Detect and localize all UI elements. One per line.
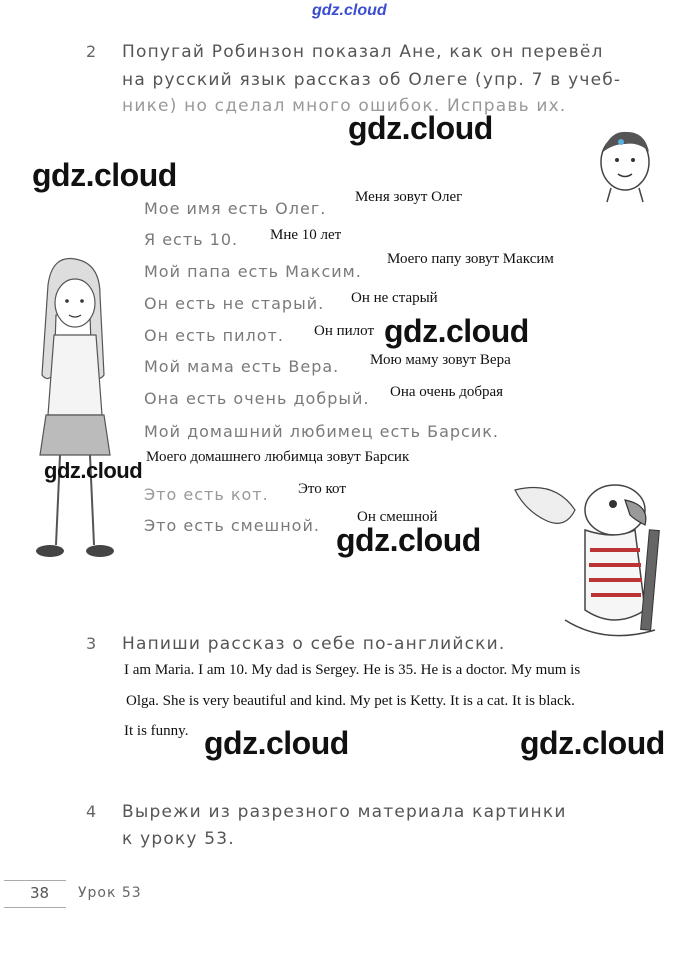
task-2-line-2: на русский язык рассказ об Олеге (упр. 7 в учеб- — [122, 70, 622, 90]
row-3-original: Мой папа есть Максим. — [144, 262, 362, 281]
boy-illustration — [585, 122, 665, 202]
row-4-correction: Он не старый — [351, 290, 438, 306]
task-2-line-3: нике) но сделал много ошибок. Исправь их. — [122, 96, 567, 116]
parrot-illustration — [505, 470, 685, 650]
row-3-correction: Моего папу зовут Максим — [387, 251, 554, 267]
row-9-original: Это есть кот. — [144, 485, 269, 504]
task-2-line-1: Попугай Робинзон показал Ане, как он перевёл — [122, 42, 604, 62]
row-7-original: Она есть очень добрый. — [144, 389, 370, 408]
row-2-original: Я есть 10. — [144, 230, 239, 249]
task-4-number: 4 — [86, 802, 97, 821]
task-3-title: Напиши рассказ о себе по-английски. — [122, 634, 506, 654]
row-4-original: Он есть не старый. — [144, 294, 325, 313]
row-6-original: Мой мама есть Вера. — [144, 357, 340, 376]
row-5-original: Он есть пилот. — [144, 326, 284, 345]
watermark-5: gdz.cloud — [336, 522, 481, 558]
task-2-number: 2 — [86, 42, 97, 61]
row-10-original: Это есть смешной. — [144, 516, 320, 535]
watermark-7: gdz.cloud — [520, 725, 665, 761]
row-10-correction: Он смешной — [357, 509, 438, 525]
watermark-2: gdz.cloud — [32, 157, 177, 193]
row-6-correction: Мою маму зовут Вера — [370, 352, 511, 368]
watermark-4: gdz.cloud — [44, 458, 143, 483]
top-watermark: gdz.cloud — [312, 2, 387, 19]
page-number: 38 — [30, 884, 50, 902]
task-3-answer-line-2: Olga. She is very beautiful and kind. My pet is Ketty. It is a cat. It is black. — [126, 693, 575, 709]
task-3-answer-line-3: It is funny. — [124, 723, 189, 739]
watermark-3: gdz.cloud — [384, 313, 529, 349]
task-4-line-2: к уроку 53. — [122, 829, 235, 849]
task-4-line-1: Вырежи из разрезного материала картинки — [122, 802, 567, 822]
row-8-correction: Моего домашнего любимца зовут Барсик — [146, 449, 410, 465]
row-1-correction: Меня зовут Олег — [355, 189, 463, 205]
row-1-original: Мое имя есть Олег. — [144, 199, 327, 218]
row-8-original: Мой домашний любимец есть Барсик. — [144, 422, 499, 441]
lesson-label: Урок 53 — [78, 885, 142, 901]
task-3-answer-line-1: I am Maria. I am 10. My dad is Sergey. He is 35. He is a doctor. My mum is — [124, 662, 581, 678]
task-3-number: 3 — [86, 634, 97, 653]
watermark-1: gdz.cloud — [348, 110, 493, 146]
watermark-6: gdz.cloud — [204, 725, 349, 761]
row-2-correction: Мне 10 лет — [270, 227, 342, 243]
girl-illustration — [20, 255, 125, 565]
row-5-correction: Он пилот — [314, 323, 375, 339]
row-7-correction: Она очень добрая — [390, 384, 504, 400]
row-9-correction: Это кот — [298, 481, 346, 497]
